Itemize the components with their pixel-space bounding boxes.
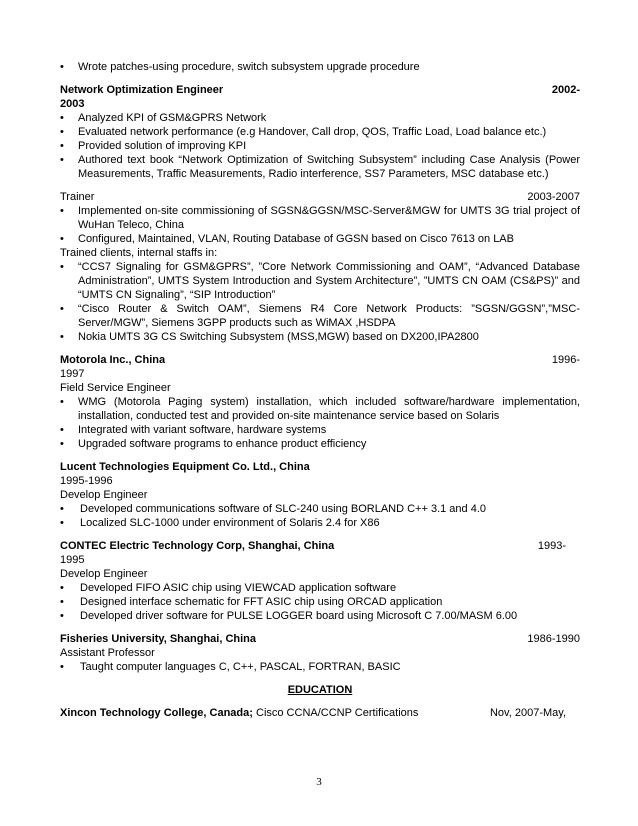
list-item: • Designed interface schematic for FFT ASIC chip using ORCAD application — [60, 595, 580, 609]
list-item: • Evaluated network performance (e.g Handover, Call drop, QOS, Traffic Load, Load balance etc.) — [60, 125, 580, 139]
list-item: • Wrote patches-using procedure, switch subsystem upgrade procedure — [60, 60, 580, 74]
resume-page — [60, 60, 580, 720]
page-number: 3 — [316, 776, 322, 788]
school-name: Xincon Technology College, Canada; — [60, 707, 253, 719]
job-role: Develop Engineer — [60, 568, 148, 580]
company-name: Fisheries University, Shanghai, China — [60, 633, 257, 645]
list-item: • Implemented on-site commissioning of SGSN&GGSN/MSC-Server&MGW for UMTS 3G trial project of WuHan Teleco, China — [60, 204, 580, 232]
list-item: • Upgraded software programs to enhance product efficiency — [60, 437, 580, 451]
job-dates: 1995-1996 — [60, 475, 113, 487]
job-header — [60, 353, 580, 367]
list-item: • “Cisco Router & Switch OAM”, Siemens R4 Core Network Products: ”SGSN/GGSN”,”MSC-Server/MGW”, Siemens 3GPP products such as WiMAX ,HSDPA — [60, 302, 580, 330]
job-year-end: 1995 — [60, 554, 85, 566]
list-item: • Nokia UMTS 3G CS Switching Subsystem (MSS,MGW) based on DX200,IPA2800 — [60, 330, 580, 344]
list-item: • Integrated with variant software, hardware systems — [60, 423, 580, 437]
job-header — [60, 190, 580, 204]
company-name: Lucent Technologies Equipment Co. Ltd., China — [60, 461, 310, 473]
job-year-end: 1997 — [60, 368, 85, 380]
job-header — [60, 632, 580, 646]
company-name: Motorola Inc., China — [60, 354, 166, 366]
job-year-start: 2002- — [551, 84, 580, 96]
job-role: Develop Engineer — [60, 489, 148, 501]
job-year-start: 1996- — [551, 354, 580, 366]
list-item: • Developed communications software of SLC-240 using BORLAND C++ 3.1 and 4.0 — [60, 502, 580, 516]
job-dates: 2003-2007 — [527, 191, 580, 203]
certification: Cisco CCNA/CCNP Certifications — [252, 707, 419, 719]
job-role: Field Service Engineer — [60, 382, 171, 394]
job-title: Trainer — [60, 191, 95, 203]
list-item: • WMG (Motorola Paging system) installation, which included software/hardware implementation, installation, conducted test and provided on-site maintenance service based on Solaris — [60, 395, 580, 423]
company-name: CONTEC Electric Technology Corp, Shanghai, China — [60, 540, 335, 552]
list-item: • Taught computer languages C, C++, PASCAL, FORTRAN, BASIC — [60, 660, 580, 674]
list-item: • Developed FIFO ASIC chip using VIEWCAD application software — [60, 581, 580, 595]
education-dates: Nov, 2007-May, — [489, 707, 566, 719]
list-item: • Analyzed KPI of GSM&GPRS Network — [60, 111, 580, 125]
list-item: • Provided solution of improving KPI — [60, 139, 580, 153]
job-year-end: 2003 — [60, 98, 85, 110]
list-item: • “CCS7 Signaling for GSM&GPRS”, ”Core Network Commissioning and OAM”, “Advanced Database Administration”, UMTS System Introduction and System Architecture”, ”UMTS CN OAM (CS&PS)” and “UMTS CN Signaling”, “SIP Introduction” — [60, 260, 580, 302]
list-item: • Authored text book “Network Optimization of Switching Subsystem” including Case Analysis (Power Measurements, Traffic Measurements, Radio interference, SS7 Parameters, MSC database etc.) — [60, 153, 580, 181]
education-entry — [60, 706, 580, 720]
list-item: • Localized SLC-1000 under environment of Solaris 2.4 for X86 — [60, 516, 580, 530]
list-item: • Developed driver software for PULSE LOGGER board using Microsoft C 7.00/MASM 6.00 — [60, 609, 580, 623]
list-item: • Configured, Maintained, VLAN, Routing Database of GGSN based on Cisco 7613 on LAB — [60, 232, 580, 246]
trained-line: Trained clients, internal staffs in: — [60, 247, 218, 259]
job-title: Network Optimization Engineer — [60, 84, 224, 96]
job-role: Assistant Professor — [60, 647, 155, 659]
section-heading: EDUCATION — [287, 684, 353, 696]
job-header — [60, 83, 580, 97]
job-header — [60, 539, 580, 553]
job-year-start: 1993- — [537, 540, 566, 552]
job-dates: 1986-1990 — [527, 633, 580, 645]
